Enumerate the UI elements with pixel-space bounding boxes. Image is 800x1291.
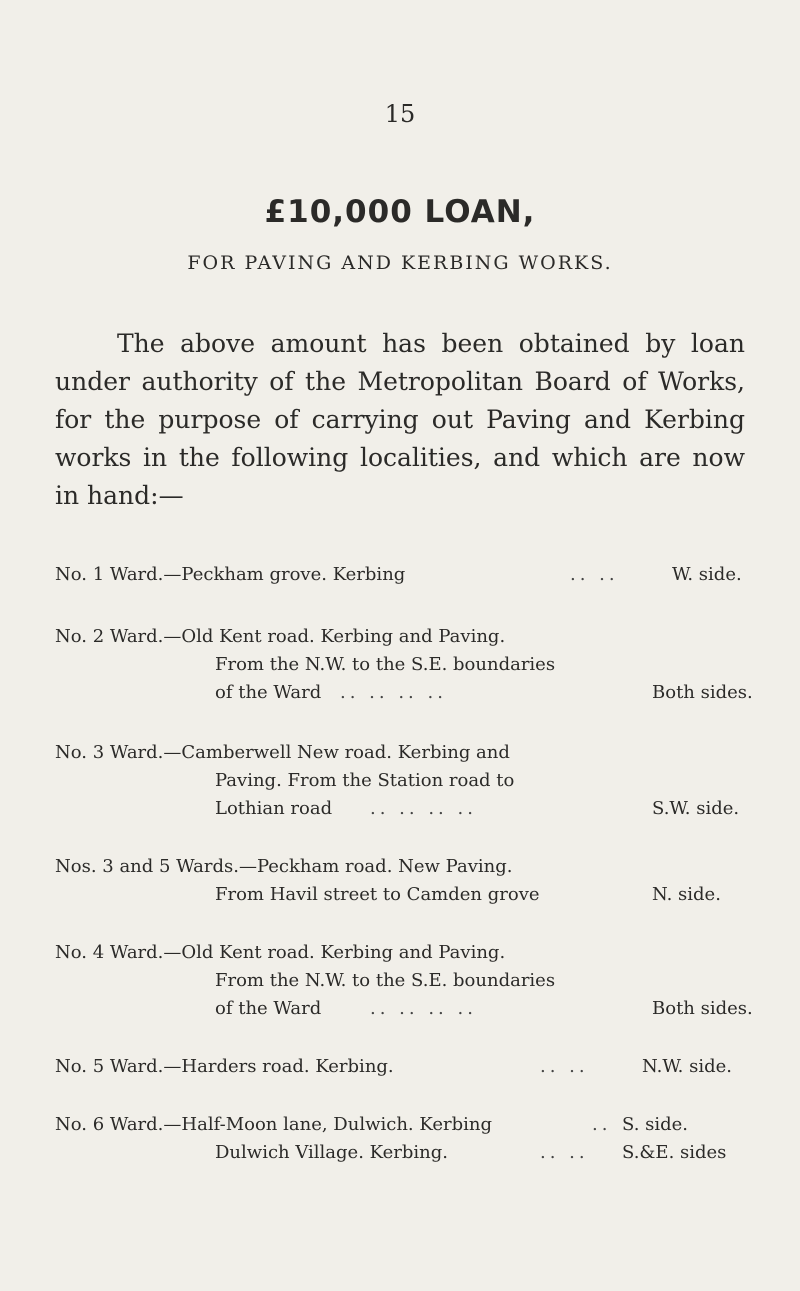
ward-entry-1	[0, 562, 800, 624]
page-subtitle: FOR PAVING AND KERBING WORKS.	[187, 252, 613, 274]
ward-entry-text: No. 2 Ward.—Old Kent road. Kerbing and Paving.	[55, 626, 506, 647]
leader-dots: .. .. .. ..	[340, 682, 447, 703]
ward-entry-text: Nos. 3 and 5 Wards.—Peckham road. New Paving.	[55, 856, 513, 877]
ward-entry-side: W. side.	[672, 564, 742, 585]
leader-dots: .. .. .. ..	[370, 798, 477, 819]
page-title: £10,000 LOAN,	[264, 194, 536, 230]
ward-entry-text: No. 1 Ward.—Peckham grove. Kerbing	[55, 564, 406, 585]
ward-entry-side: S. side.	[622, 1114, 689, 1135]
ward-entry-side: S.W. side.	[652, 798, 740, 819]
ward-entry-continuation: Lothian road	[215, 798, 333, 819]
ward-entry-3-and-5	[0, 854, 800, 940]
leader-dots: .. ..	[570, 564, 619, 585]
ward-entry-3	[0, 740, 800, 854]
page-number: 15	[384, 100, 416, 128]
leader-dots: ..	[592, 1114, 612, 1135]
ward-entry-text: No. 6 Ward.—Half-Moon lane, Dulwich. Kerbing	[55, 1114, 492, 1135]
ward-entry-text: No. 3 Ward.—Camberwell New road. Kerbing and	[55, 742, 510, 763]
ward-entry-6	[0, 1112, 800, 1172]
ward-entry-side: Both sides.	[652, 998, 753, 1019]
ward-list	[0, 562, 800, 1172]
ward-entry-side: Both sides.	[652, 682, 753, 703]
ward-entry-text: No. 5 Ward.—Harders road. Kerbing.	[55, 1056, 394, 1077]
ward-entry-4	[0, 940, 800, 1054]
ward-entry-side: N. side.	[652, 884, 721, 905]
leader-dots: .. ..	[540, 1142, 589, 1163]
ward-entry-continuation: Dulwich Village. Kerbing.	[215, 1142, 448, 1163]
intro-paragraph: The above amount has been obtained by loan under authority of the Metropolitan Board of Works, for the purpose of carrying out Paving and Kerbing works in the following localities, and which are now in hand:—	[55, 329, 745, 510]
leader-dots: .. ..	[540, 1056, 589, 1077]
ward-entry-continuation: From the N.W. to the S.E. boundaries	[215, 654, 556, 675]
ward-entry-continuation: From Havil street to Camden grove	[215, 884, 540, 905]
ward-entry-continuation: of the Ward	[215, 682, 322, 703]
ward-entry-continuation: Paving. From the Station road to	[215, 770, 515, 791]
ward-entry-2	[0, 624, 800, 740]
leader-dots: .. .. .. ..	[370, 998, 477, 1019]
ward-entry-continuation: of the Ward	[215, 998, 322, 1019]
ward-entry-continuation: From the N.W. to the S.E. boundaries	[215, 970, 556, 991]
ward-entry-side: S.&E. sides	[622, 1142, 727, 1163]
ward-entry-5	[0, 1054, 800, 1112]
ward-entry-text: No. 4 Ward.—Old Kent road. Kerbing and Paving.	[55, 942, 506, 963]
ward-entry-side: N.W. side.	[642, 1056, 733, 1077]
